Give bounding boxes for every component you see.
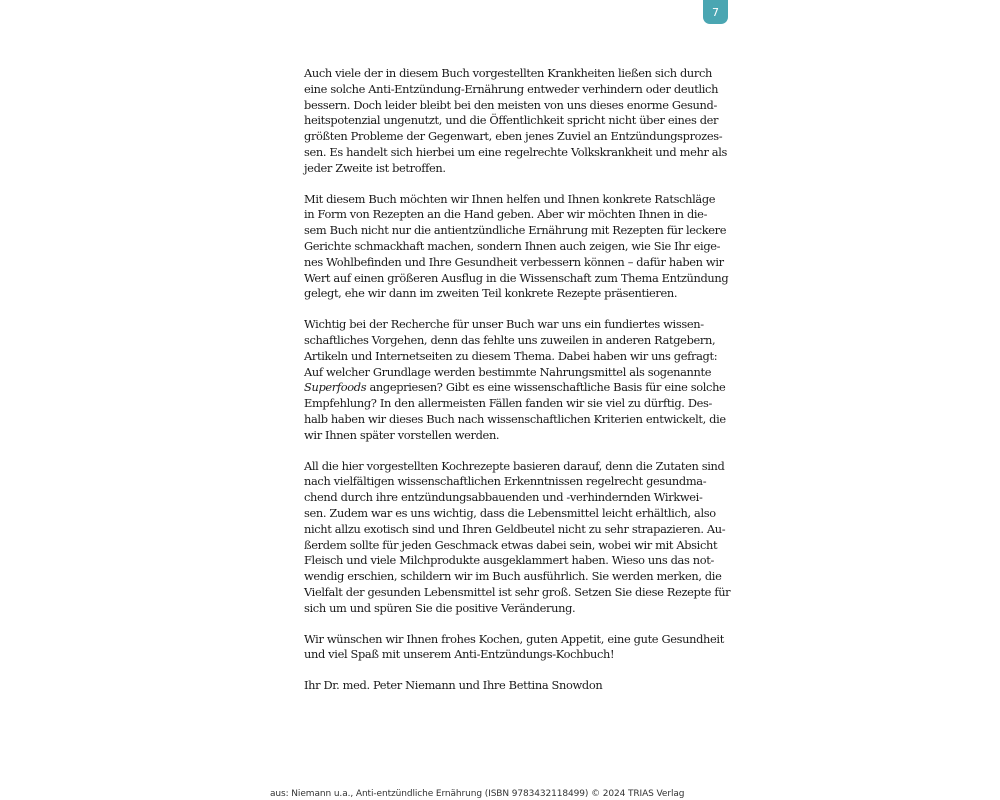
text-line: nicht allzu exotisch sind und Ihren Geldbeutel nicht zu sehr strapazieren. Au- <box>304 521 726 536</box>
text-line: Mit diesem Buch möchten wir Ihnen helfen und Ihnen konkrete Ratschläge <box>304 191 716 206</box>
text-line: All die hier vorgestellten Kochrezepte basieren darauf, denn die Zutaten sind <box>304 458 725 473</box>
text-line: sem Buch nicht nur die antientzündliche Ernährung mit Rezepten für leckere <box>304 223 727 238</box>
text-line: bessern. Doch leider bleibt bei den meisten von uns dieses enorme Gesund- <box>304 97 717 112</box>
footer-citation: aus: Niemann u.a., Anti-entzündliche Ernährung (ISBN 9783432118499) © 2024 TRIAS Verlag <box>270 789 685 799</box>
text-line: Artikeln und Internetseiten zu diesem Thema. Dabei haben wir uns gefragt: <box>304 348 718 363</box>
body-text <box>304 66 731 709</box>
text-line: Fleisch und viele Milchprodukte ausgeklammert haben. Wieso uns das not- <box>304 553 714 568</box>
text-line: wendig erschien, schildern wir im Buch ausführlich. Sie werden merken, die <box>304 569 722 584</box>
text-line: Empfehlung? In den allermeisten Fällen fanden wir sie viel zu dürftig. Des- <box>304 396 712 411</box>
superfoods-line-rest: angepriesen? Gibt es eine wissenschaftliche Basis für eine solche <box>366 380 726 395</box>
paragraph-3 <box>304 317 726 443</box>
text-line: in Form von Rezepten an die Hand geben. Aber wir möchten Ihnen in die- <box>304 207 708 222</box>
signature <box>304 678 704 694</box>
superfoods-term: Superfoods <box>304 380 367 395</box>
paragraph-2 <box>304 191 729 303</box>
text-line: wir Ihnen später vorstellen werden. <box>304 427 500 442</box>
text-line: größten Probleme der Gegenwart, eben jenes Zuviel an Entzündungsprozes- <box>304 129 723 144</box>
text-line-superfoods <box>304 380 726 396</box>
text-line: eine solche Anti-Entzündung-Ernährung entweder verhindern oder deutlich <box>304 81 719 96</box>
text-line: gelegt, ehe wir dann im zweiten Teil konkrete Rezepte präsentieren. <box>304 286 678 301</box>
text-line: Auch viele der in diesem Buch vorgestellten Krankheiten ließen sich durch <box>304 66 713 80</box>
text-line: sich um und spüren Sie die positive Veränderung. <box>304 600 576 615</box>
text-line: Auf welcher Grundlage werden bestimmte Nahrungsmittel als sogenannte <box>304 364 712 379</box>
text-line: Vielfalt der gesunden Lebensmittel ist sehr groß. Setzen Sie diese Rezepte für <box>304 584 731 599</box>
text-line: halb haben wir dieses Buch nach wissenschaftlichen Kriterien entwickelt, die <box>304 411 726 426</box>
text-line: chend durch ihre entzündungsabbauenden und -verhindernden Wirkwei- <box>304 490 703 505</box>
paragraph-1 <box>304 66 728 177</box>
text-line: Wir wünschen wir Ihnen frohes Kochen, guten Appetit, eine gute Gesundheit <box>304 631 724 646</box>
text-line: Wert auf einen größeren Ausflug in die Wissenschaft zum Thema Entzündung <box>304 270 729 285</box>
text-line: Gerichte schmackhaft machen, sondern Ihnen auch zeigen, wie Sie Ihr eige- <box>304 238 721 253</box>
paragraph-5 <box>304 631 724 664</box>
text-line: schaftliches Vorgehen, denn das fehlte uns zuweilen in anderen Ratgebern, <box>304 332 716 347</box>
text-line: heitspotenzial ungenutzt, und die Öffentlichkeit spricht nicht über eines der <box>304 113 719 128</box>
text-line: Wichtig bei der Recherche für unser Buch war uns ein fundiertes wissen- <box>304 317 704 332</box>
paragraph-4 <box>304 458 731 617</box>
text-line: nach vielfältigen wissenschaftlichen Erkenntnissen regelrecht gesundma- <box>304 474 707 489</box>
text-line: sen. Zudem war es uns wichtig, dass die Lebensmittel leicht erhältlich, also <box>304 505 716 520</box>
text-line: und viel Spaß mit unserem Anti-Entzündungs-Kochbuch! <box>304 647 615 662</box>
text-line: jeder Zweite ist betroffen. <box>304 160 446 175</box>
page-number-badge: 7 <box>703 0 728 24</box>
text-line: nes Wohlbefinden und Ihre Gesundheit verbessern können – dafür haben wir <box>304 254 724 269</box>
text-line: sen. Es handelt sich hierbei um eine regelrechte Volkskrankheit und mehr als <box>304 144 728 159</box>
text-line: ßerdem sollte für jeden Geschmack etwas dabei sein, wobei wir mit Absicht <box>304 537 718 552</box>
signature-line: Ihr Dr. med. Peter Niemann und Ihre Bettina Snowdon <box>304 678 603 693</box>
